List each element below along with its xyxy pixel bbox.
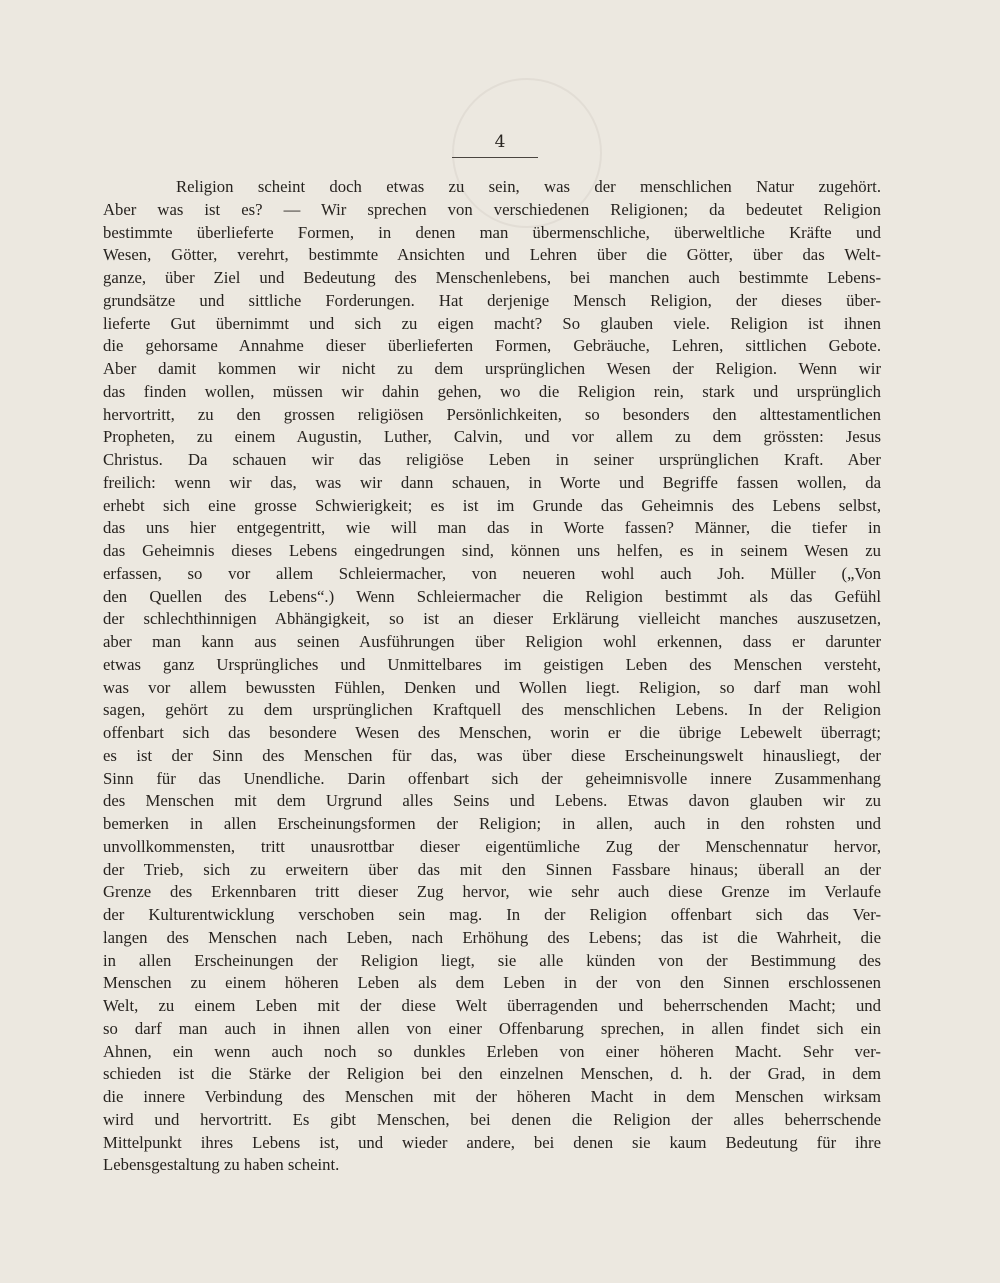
text-line: unvollkommensten, tritt unausrottbar dieser eigentümliche Zug der Menschennatur hervor,	[103, 836, 881, 856]
text-line: lieferte Gut übernimmt und sich zu eigen macht? So glauben viele. Religion ist ihnen	[103, 313, 881, 333]
text-line: des Menschen mit dem Urgrund alles Seins und Lebens. Etwas davon glauben wir zu	[103, 791, 881, 811]
text-line: offenbart sich das besondere Wesen des Menschen, worin er die übrige Lebewelt überragt;	[103, 723, 881, 742]
body-paragraph	[103, 176, 881, 1177]
header-rule	[452, 157, 538, 158]
text-line: aber man kann aus seinen Ausführungen über Religion wohl erkennen, dass er darunter	[103, 632, 881, 651]
text-line: es ist der Sinn des Menschen für das, was über diese Erscheinungswelt hinausliegt, der	[103, 745, 881, 765]
text-line: Ahnen, ein wenn auch noch so dunkles Erleben von einer höheren Macht. Sehr ver-	[103, 1041, 881, 1061]
text-line: der Trieb, sich zu erweitern über das mit den Sinnen Fassbare hinaus; überall an der	[103, 859, 881, 879]
text-line: ganze, über Ziel und Bedeutung des Menschenlebens, bei manchen auch bestimmte Lebens-	[103, 268, 881, 287]
text-line: den Quellen des Lebens“.) Wenn Schleiermacher die Religion bestimmt als das Gefühl	[103, 586, 881, 606]
text-line: der Kulturentwicklung verschoben sein mag. In der Religion offenbart sich das Ver-	[103, 905, 881, 924]
text-line: Propheten, zu einem Augustin, Luther, Calvin, und vor allem zu dem grössten: Jesus	[103, 427, 881, 447]
page-number: 4	[494, 132, 506, 152]
text-line: Aber damit kommen wir nicht zu dem ursprünglichen Wesen der Religion. Wenn wir	[103, 359, 881, 378]
text-line: freilich: wenn wir das, was wir dann schauen, in Worte und Begriffe fassen wollen, da	[103, 472, 881, 492]
text-line: Lebensgestaltung zu haben scheint.	[103, 1155, 340, 1175]
text-line: das Geheimnis dieses Lebens eingedrungen sind, können uns helfen, es in seinem Wesen zu	[103, 541, 881, 560]
text-line: das uns hier entgegentritt, wie will man das in Worte fassen? Männer, die tiefer in	[103, 518, 881, 538]
text-line: hervortritt, zu den grossen religiösen Persönlichkeiten, so besonders den alttestamentlichen	[103, 404, 881, 424]
text-line: Aber was ist es? — Wir sprechen von verschiedenen Religionen; da bedeutet Religion	[103, 199, 881, 219]
text-line: das finden wollen, müssen wir dahin gehen, wo die Religion rein, stark und ursprünglich	[103, 381, 881, 401]
text-line: sagen, gehört zu dem ursprünglichen Kraftquell des menschlichen Lebens. In der Religion	[103, 700, 881, 720]
text-line: die gehorsame Annahme dieser überlieferten Formen, Gebräuche, Lehren, sittlichen Gebote.	[103, 336, 881, 356]
text-line: etwas ganz Ursprüngliches und Unmittelbares im geistigen Leben des Menschen versteht,	[103, 654, 881, 674]
text-line: Welt, zu einem Leben mit der diese Welt überragenden und beherrschenden Macht; und	[103, 996, 881, 1015]
text-line: so darf man auch in ihnen allen von einer Offenbarung sprechen, in allen findet sich ein	[103, 1018, 881, 1038]
text-line: die innere Verbindung des Menschen mit der höheren Macht in dem Menschen wirksam	[103, 1087, 881, 1106]
text-line: bestimmte überlieferte Formen, in denen man übermenschliche, überweltliche Kräfte und	[103, 222, 881, 242]
text-line: bemerken in allen Erscheinungsformen der Religion; in allen, auch in den rohsten und	[103, 814, 881, 833]
text-line: erhebt sich eine grosse Schwierigkeit; es ist im Grunde das Geheimnis des Lebens selbst,	[103, 495, 881, 515]
text-line: Religion scheint doch etwas zu sein, was der menschlichen Natur zugehört.	[176, 177, 881, 196]
text-line: Menschen zu einem höheren Leben als dem Leben in der von den Sinnen erschlossenen	[103, 973, 881, 993]
text-line: der schlechthinnigen Abhängigkeit, so ist an dieser Erklärung vielleicht manches auszusetzen,	[103, 609, 881, 629]
text-line: was vor allem bewussten Fühlen, Denken und Wollen liegt. Religion, so darf man wohl	[103, 677, 881, 697]
text-line: in allen Erscheinungen der Religion liegt, sie alle künden von der Bestimmung des	[103, 950, 881, 970]
text-line: grundsätze und sittliche Forderungen. Hat derjenige Mensch Religion, der dieses über-	[103, 290, 881, 310]
text-line: Sinn für das Unendliche. Darin offenbart sich der geheimnisvolle innere Zusammenhang	[103, 768, 881, 788]
text-line: langen des Menschen nach Leben, nach Erhöhung des Lebens; das ist die Wahrheit, die	[103, 927, 881, 947]
text-line: Wesen, Götter, verehrt, bestimmte Ansichten und Lehren über die Götter, über das Welt-	[103, 245, 881, 265]
text-line: Mittelpunkt ihres Lebens ist, und wieder andere, bei denen sie kaum Bedeutung für ihre	[103, 1132, 881, 1152]
text-line: erfassen, so vor allem Schleiermacher, von neueren wohl auch Joh. Müller („Von	[103, 563, 881, 583]
text-line: wird und hervortritt. Es gibt Menschen, bei denen die Religion der alles beherrschende	[103, 1109, 881, 1129]
text-line: schieden ist die Stärke der Religion bei den einzelnen Menschen, d. h. der Grad, in dem	[103, 1064, 881, 1084]
text-line: Grenze des Erkennbaren tritt dieser Zug hervor, wie sehr auch diese Grenze im Verlaufe	[103, 882, 881, 902]
text-line: Christus. Da schauen wir das religiöse Leben in seiner ursprünglichen Kraft. Aber	[103, 450, 881, 469]
